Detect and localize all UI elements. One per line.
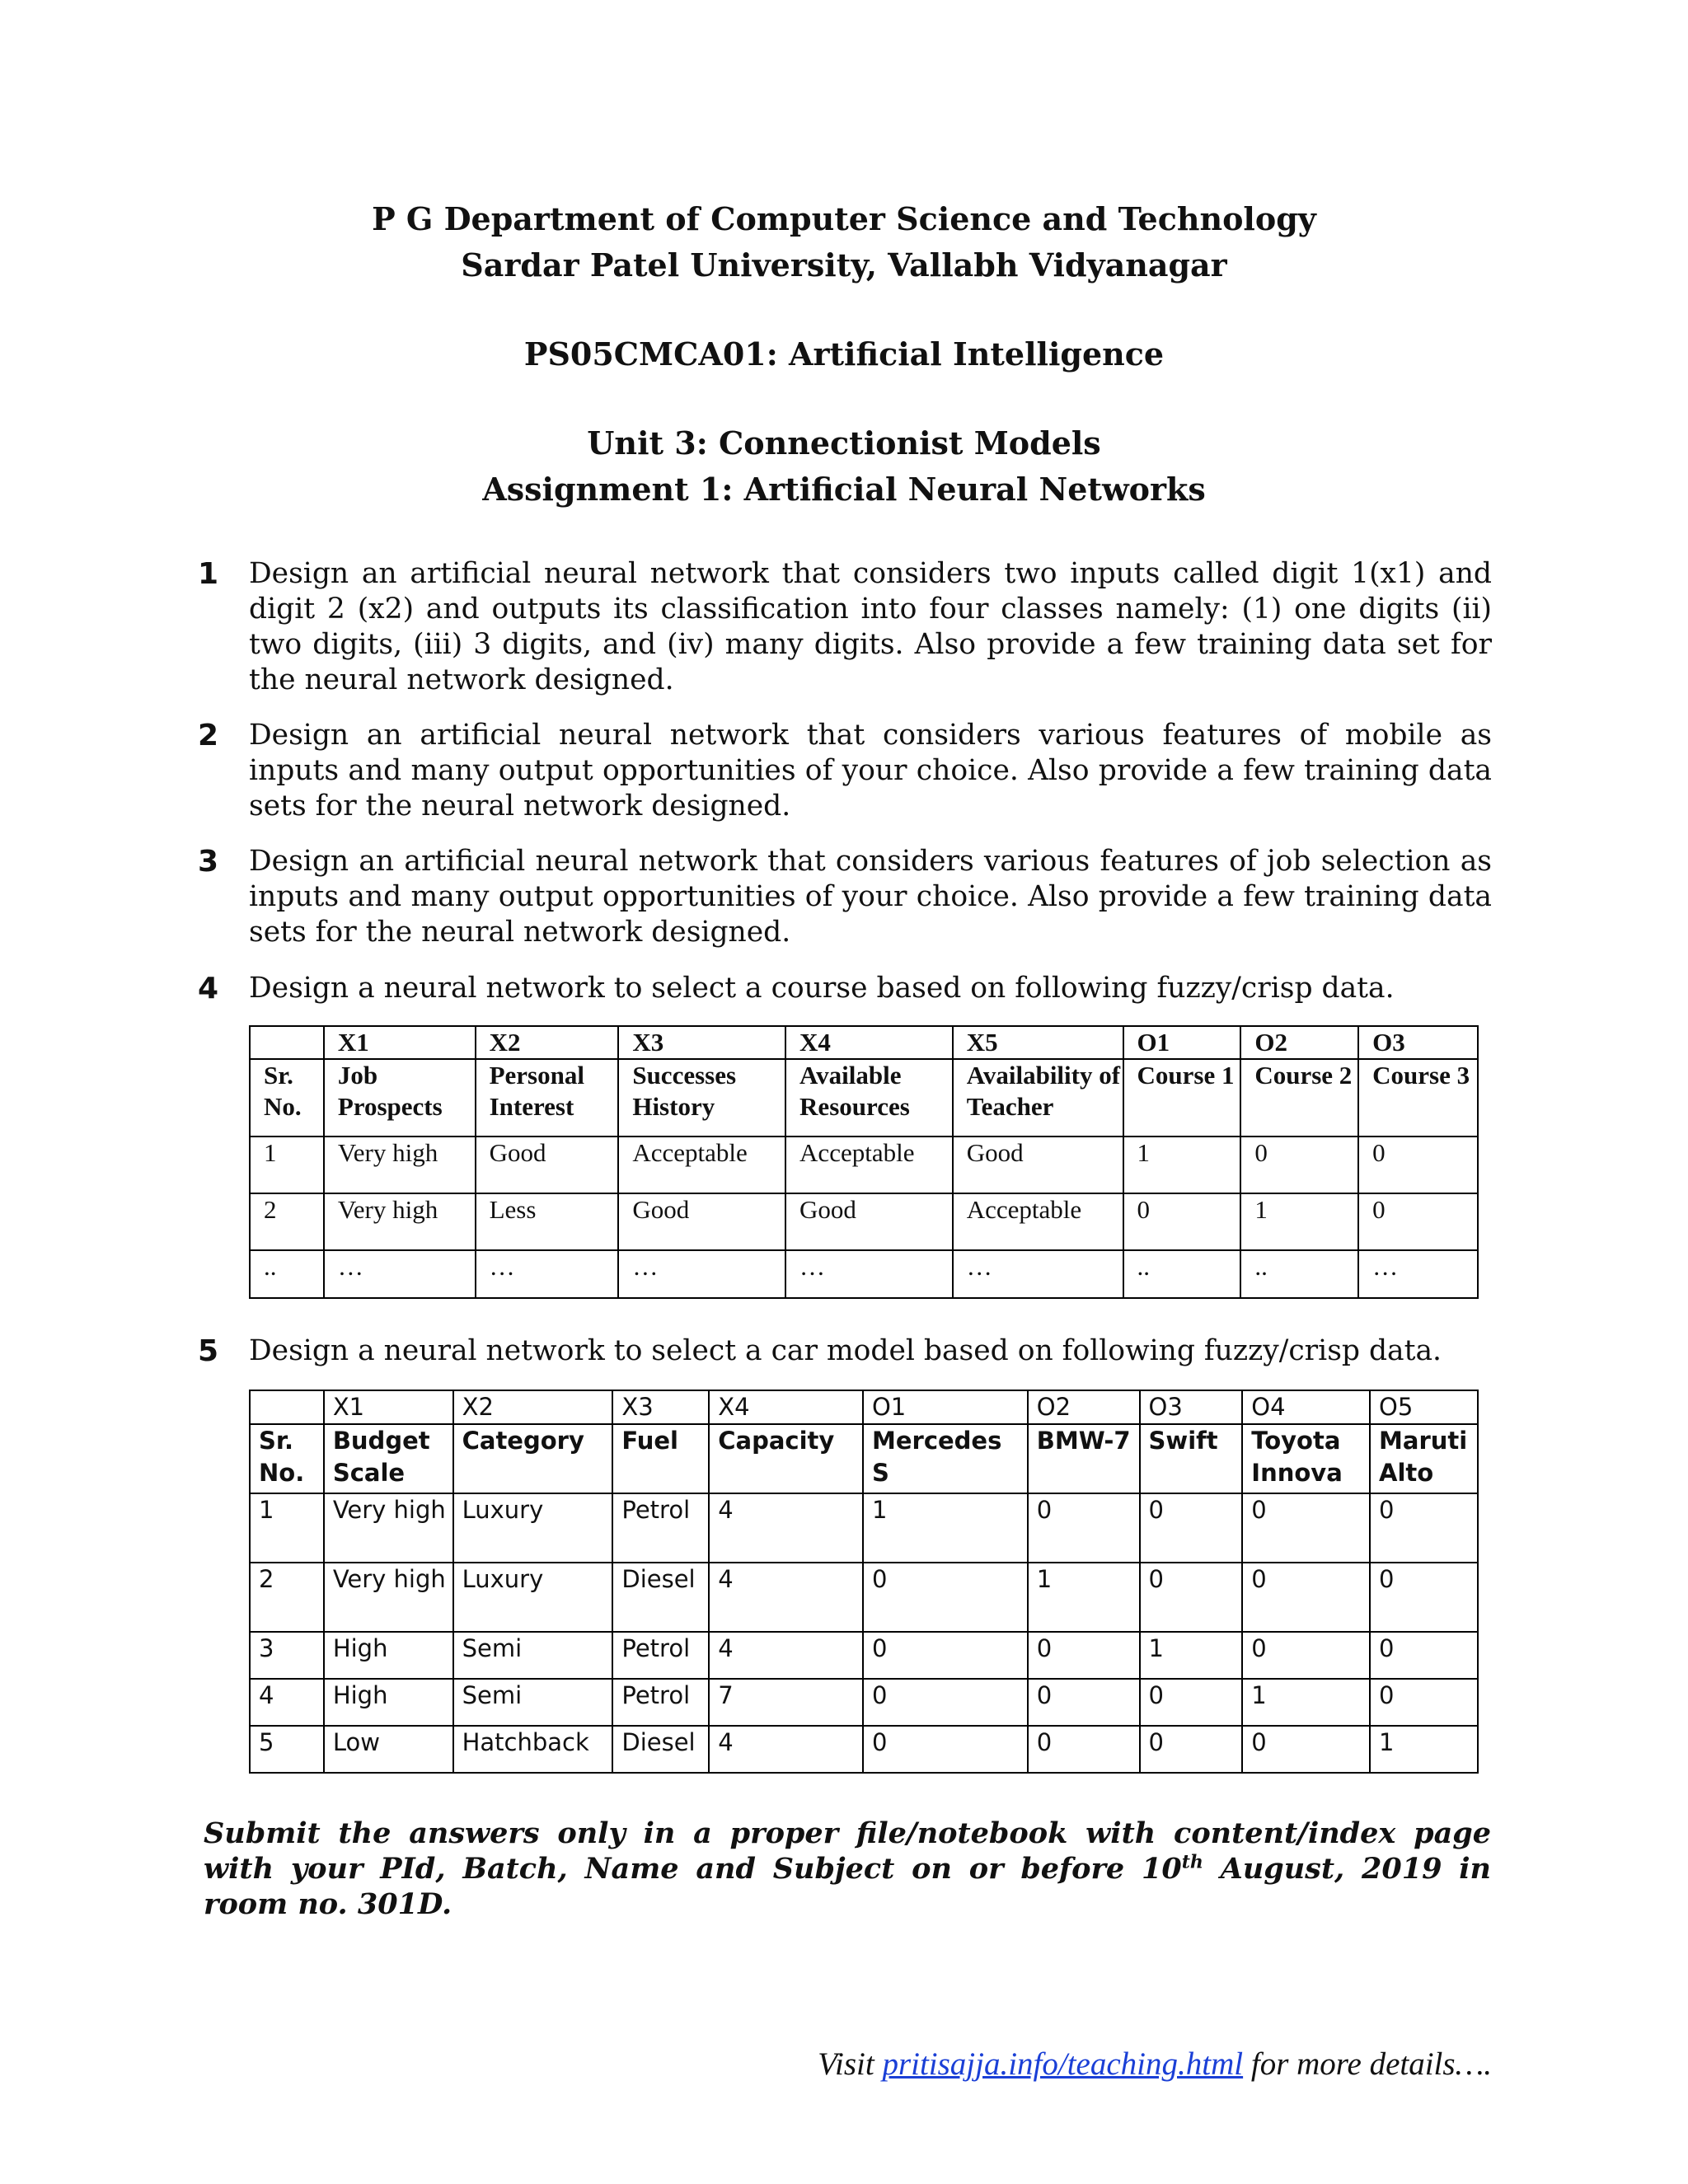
- table-cell: Very high: [324, 1137, 476, 1193]
- table-cell: ..: [1123, 1250, 1241, 1298]
- table-cell: 0: [1358, 1193, 1478, 1250]
- table-cell: …: [476, 1250, 619, 1298]
- table-cell: 1: [1028, 1563, 1140, 1632]
- table-cell: …: [953, 1250, 1123, 1298]
- table-cell: X3: [618, 1026, 785, 1059]
- table-cell: 0: [1242, 1632, 1370, 1679]
- table-cell: Acceptable: [785, 1137, 953, 1193]
- department-title: P G Department of Computer Science and Technology: [372, 200, 1316, 237]
- table-cell: 0: [1242, 1726, 1370, 1773]
- table-cell: 1: [863, 1493, 1028, 1563]
- column-header: Personal Interest: [476, 1059, 619, 1137]
- table-cell: …: [1358, 1250, 1478, 1298]
- table-cell: 0: [1028, 1679, 1140, 1726]
- question-text: Design a neural network to select a course based on following fuzzy/crisp data.: [249, 972, 1395, 1005]
- table-cell: 1: [1370, 1726, 1478, 1773]
- table-cell: 4: [709, 1632, 863, 1679]
- table-code-row: [250, 1026, 1478, 1059]
- table-row: [250, 1563, 1478, 1632]
- question-number: 3: [198, 845, 219, 879]
- table-cell: Very high: [324, 1193, 476, 1250]
- table-cell: Hatchback: [453, 1726, 613, 1773]
- table-code-row: [250, 1390, 1478, 1424]
- table-cell: O2: [1240, 1026, 1358, 1059]
- table-cell: 0: [1140, 1726, 1243, 1773]
- unit-title: Unit 3: Connectionist Models: [587, 424, 1101, 462]
- column-header: Course 1: [1123, 1059, 1241, 1137]
- table-cell: 0: [1242, 1493, 1370, 1563]
- table-cell: 0: [1123, 1193, 1241, 1250]
- table-cell: Very high: [324, 1563, 453, 1632]
- table-cell: 3: [250, 1632, 324, 1679]
- course-title: PS05CMCA01: Artificial Intelligence: [523, 335, 1165, 373]
- column-header: Course 2: [1240, 1059, 1358, 1137]
- table-cell: X4: [709, 1390, 863, 1424]
- table-cell: 0: [1140, 1679, 1243, 1726]
- table-cell: [250, 1026, 324, 1059]
- table-cell: Low: [324, 1726, 453, 1773]
- table-cell: 0: [1370, 1493, 1478, 1563]
- table-cell: Very high: [324, 1493, 453, 1563]
- table-cell: X3: [612, 1390, 709, 1424]
- table-header-row: [250, 1424, 1478, 1493]
- table-header-row: [250, 1059, 1478, 1137]
- table-cell: X1: [324, 1390, 453, 1424]
- column-header: Swift: [1140, 1424, 1243, 1493]
- question-text: Design a neural network to select a car model based on following fuzzy/crisp data.: [249, 1334, 1442, 1367]
- visit-prefix: Visit: [818, 2046, 883, 2082]
- table-cell: Good: [785, 1193, 953, 1250]
- table-cell: 2: [250, 1563, 324, 1632]
- column-header: Mercedes S: [863, 1424, 1028, 1493]
- question-3: [198, 844, 1492, 950]
- table-cell: X4: [785, 1026, 953, 1059]
- table-cell: 0: [1242, 1563, 1370, 1632]
- table-cell: O2: [1028, 1390, 1140, 1424]
- table-cell: 4: [709, 1493, 863, 1563]
- visit-suffix: for more details….: [1243, 2046, 1492, 2082]
- question-4: [198, 971, 1492, 1006]
- column-header: Sr. No.: [250, 1059, 324, 1137]
- table-cell: 0: [1240, 1137, 1358, 1193]
- table-cell: ..: [250, 1250, 324, 1298]
- table-cell: 2: [250, 1193, 324, 1250]
- table-cell: 0: [1028, 1632, 1140, 1679]
- table-cell: 1: [1140, 1632, 1243, 1679]
- table-cell: …: [618, 1250, 785, 1298]
- table-cell: Petrol: [612, 1493, 709, 1563]
- table-cell: Semi: [453, 1632, 613, 1679]
- table-cell: O1: [863, 1390, 1028, 1424]
- question-number: 4: [198, 972, 219, 1005]
- document-header: [0, 196, 1688, 513]
- table-cell: 0: [1370, 1632, 1478, 1679]
- table-cell: …: [324, 1250, 476, 1298]
- question-1: [198, 556, 1492, 698]
- table-cell: 1: [1240, 1193, 1358, 1250]
- question-text: Design an artificial neural network that considers various features of job selection as inputs and many output opportunities of your choice. Also provide a few training data sets for the neural network designed.: [249, 845, 1492, 949]
- table-cell: 7: [709, 1679, 863, 1726]
- table-cell: 1: [1242, 1679, 1370, 1726]
- question-number: 2: [198, 719, 219, 752]
- column-header: Fuel: [612, 1424, 709, 1493]
- question-number: 1: [198, 557, 219, 591]
- column-header: Job Prospects: [324, 1059, 476, 1137]
- table-cell: …: [785, 1250, 953, 1298]
- table-cell: [250, 1390, 324, 1424]
- table-row: [250, 1632, 1478, 1679]
- column-header: BMW-7: [1028, 1424, 1140, 1493]
- table-cell: 0: [1140, 1493, 1243, 1563]
- table-row: [250, 1137, 1478, 1193]
- table-cell: X2: [476, 1026, 619, 1059]
- table-cell: O1: [1123, 1026, 1241, 1059]
- table-cell: 0: [863, 1632, 1028, 1679]
- column-header: Sr. No.: [250, 1424, 324, 1493]
- assignment-title: Assignment 1: Artificial Neural Networks: [482, 471, 1206, 508]
- table-cell: X5: [953, 1026, 1123, 1059]
- table-cell: High: [324, 1679, 453, 1726]
- table-cell: Acceptable: [618, 1137, 785, 1193]
- table-cell: 0: [863, 1726, 1028, 1773]
- table-row: [250, 1193, 1478, 1250]
- column-header: Course 3: [1358, 1059, 1478, 1137]
- table-cell: Good: [953, 1137, 1123, 1193]
- column-header: Availability of Teacher: [953, 1059, 1123, 1137]
- table-cell: Semi: [453, 1679, 613, 1726]
- table-cell: 4: [250, 1679, 324, 1726]
- teaching-page-link[interactable]: pritisajja.info/teaching.html: [882, 2046, 1244, 2082]
- table-cell: O5: [1370, 1390, 1478, 1424]
- course-selection-table: [249, 1025, 1479, 1299]
- table-cell: X1: [324, 1026, 476, 1059]
- table-cell: 0: [1370, 1679, 1478, 1726]
- table-cell: 1: [250, 1137, 324, 1193]
- question-5: [198, 1333, 1492, 1369]
- question-2: [198, 718, 1492, 824]
- table-cell: 0: [863, 1679, 1028, 1726]
- question-number: 5: [198, 1334, 219, 1368]
- table-row: [250, 1250, 1478, 1298]
- column-header: Available Resources: [785, 1059, 953, 1137]
- visit-footer: [818, 2044, 1492, 2085]
- table-cell: Luxury: [453, 1493, 613, 1563]
- table-cell: ..: [1240, 1250, 1358, 1298]
- submission-note: [204, 1816, 1491, 1922]
- table-cell: 0: [863, 1563, 1028, 1632]
- table-cell: X2: [453, 1390, 613, 1424]
- table-cell: 0: [1028, 1726, 1140, 1773]
- column-header: Successes History: [618, 1059, 785, 1137]
- submission-text: Submit the answers only in a proper file/notebook with content/index page with your PId, Batch, Name and Subject on or before 10: [204, 1816, 1491, 1886]
- table-cell: Diesel: [612, 1563, 709, 1632]
- table-cell: 4: [709, 1726, 863, 1773]
- table-cell: Diesel: [612, 1726, 709, 1773]
- table-cell: Luxury: [453, 1563, 613, 1632]
- table-cell: 4: [709, 1563, 863, 1632]
- column-header: Budget Scale: [324, 1424, 453, 1493]
- table-cell: Acceptable: [953, 1193, 1123, 1250]
- table-cell: High: [324, 1632, 453, 1679]
- table-cell: O4: [1242, 1390, 1370, 1424]
- table-cell: 0: [1028, 1493, 1140, 1563]
- ordinal-suffix: th: [1181, 1851, 1203, 1873]
- table-row: [250, 1493, 1478, 1563]
- column-header: Category: [453, 1424, 613, 1493]
- question-text: Design an artificial neural network that considers various features of mobile as inputs and many output opportunities of your choice. Also provide a few training data sets for the neural network designed.: [249, 719, 1492, 823]
- table-cell: 5: [250, 1726, 324, 1773]
- submission-text-end: August, 2019 in room no. 301D.: [204, 1852, 1492, 1921]
- table-cell: Good: [476, 1137, 619, 1193]
- university-title: Sardar Patel University, Vallabh Vidyanagar: [461, 246, 1227, 284]
- table-cell: O3: [1358, 1026, 1478, 1059]
- table-cell: Good: [618, 1193, 785, 1250]
- column-header: Maruti Alto: [1370, 1424, 1478, 1493]
- table-cell: Petrol: [612, 1679, 709, 1726]
- table-cell: 0: [1140, 1563, 1243, 1632]
- table-cell: Less: [476, 1193, 619, 1250]
- table-row: [250, 1726, 1478, 1773]
- question-text: Design an artificial neural network that considers two inputs called digit 1(x1) and digit 2 (x2) and outputs its classification into four classes namely: (1) one digits (ii) two digits, (iii) 3 digits, and (iv) many digits. Also provide a few training data set for the neural network designed.: [249, 557, 1492, 696]
- car-selection-table: [249, 1390, 1479, 1774]
- column-header: Capacity: [709, 1424, 863, 1493]
- table-cell: 1: [250, 1493, 324, 1563]
- column-header: Toyota Innova: [1242, 1424, 1370, 1493]
- table-cell: 1: [1123, 1137, 1241, 1193]
- table-row: [250, 1679, 1478, 1726]
- table-cell: O3: [1140, 1390, 1243, 1424]
- table-cell: 0: [1358, 1137, 1478, 1193]
- table-cell: 0: [1370, 1563, 1478, 1632]
- table-cell: Petrol: [612, 1632, 709, 1679]
